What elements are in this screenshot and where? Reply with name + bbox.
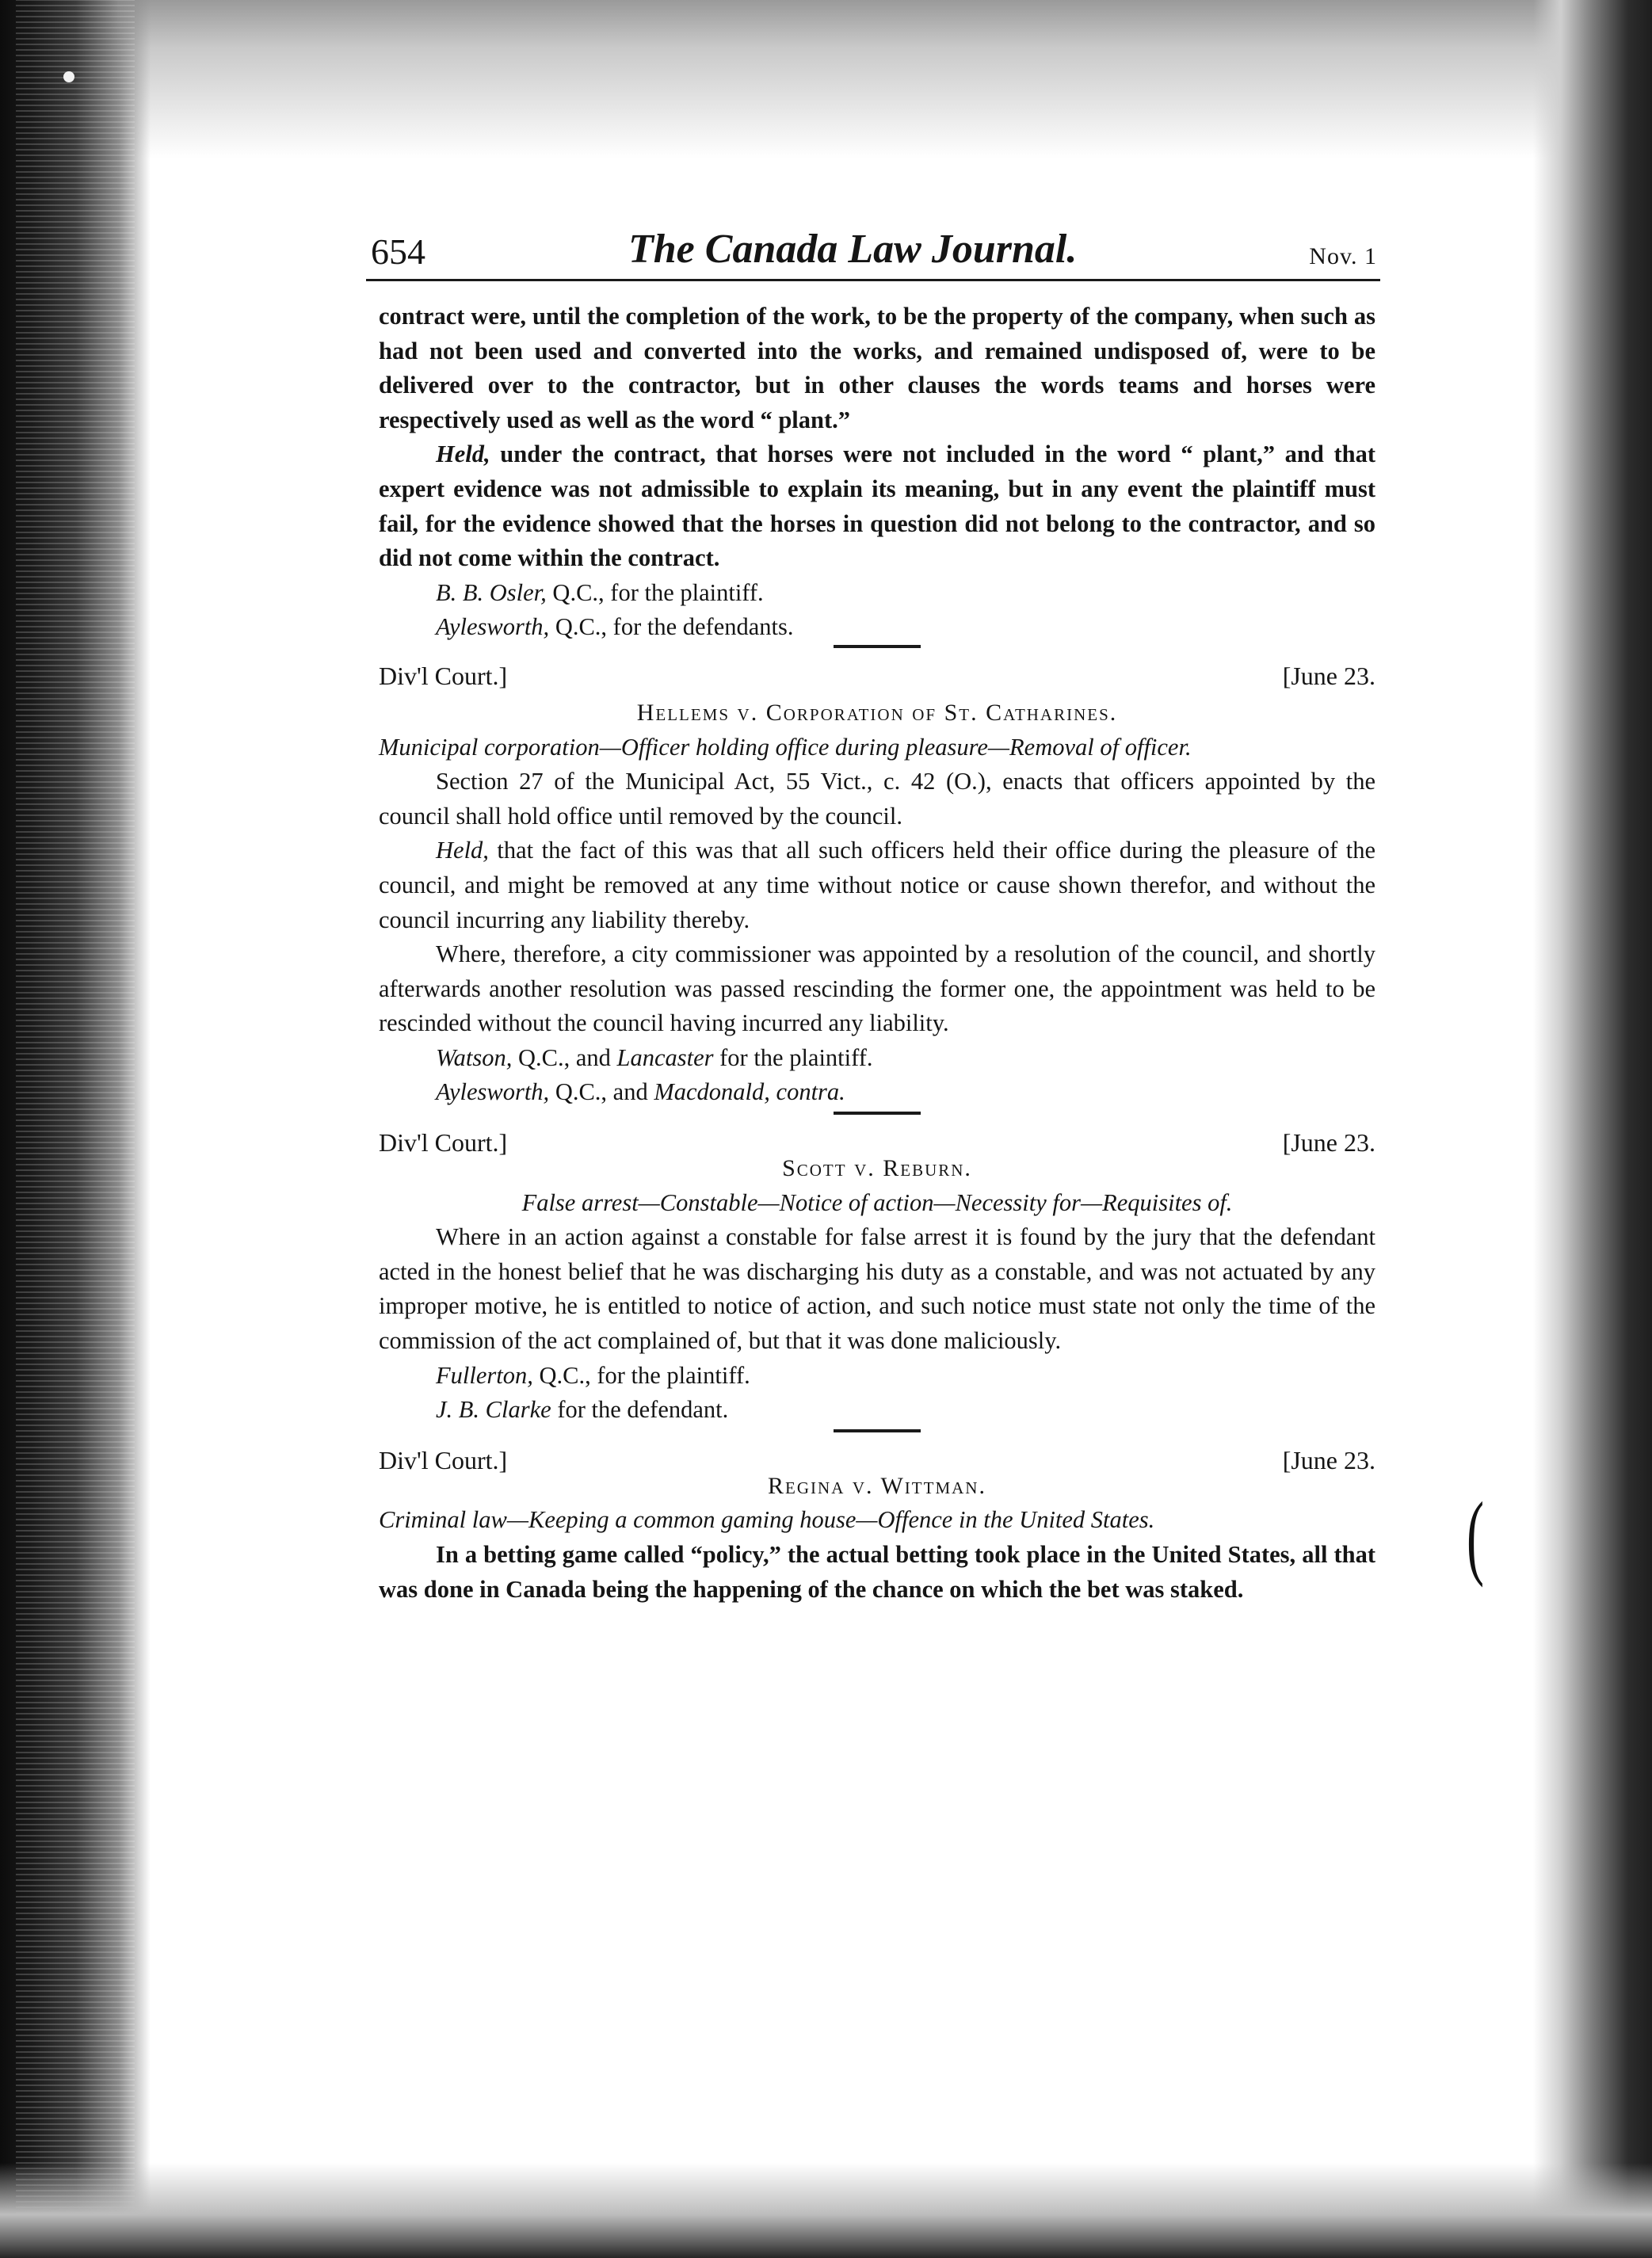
scan-left-shadow	[0, 0, 151, 2258]
case-report	[379, 1126, 1375, 1432]
section-divider	[834, 1429, 921, 1432]
section-divider	[834, 645, 921, 648]
issue-date: Nov. 1	[1309, 243, 1377, 269]
case-body	[379, 1538, 1375, 1607]
page-body	[379, 299, 1375, 1607]
counsel-name: Aylesworth,	[436, 613, 550, 641]
case-headnote: Municipal corporation—Officer holding office during pleasure—Removal of officer.	[379, 733, 1192, 761]
case-paragraph: In a betting game called “policy,” the actual betting took place in the United States, all that was done in Canada being the happening of the chance on which the bet was staked.	[379, 1541, 1375, 1603]
scan-right-shadow	[1533, 0, 1652, 2258]
held-text: that the fact of this was that all such officers held their office during the pleasure of the council, and might be removed at any time without notice or cause shown therefor, and without the council incurring any liability thereby.	[379, 837, 1375, 933]
court-line	[379, 1126, 1375, 1162]
counsel-role: Q.C., for the defendants.	[549, 613, 794, 641]
counsel-line	[379, 1041, 1375, 1076]
counsel-name: Macdonald, contra.	[654, 1078, 845, 1106]
case-paragraph: Section 27 of the Municipal Act, 55 Vict., c. 42 (O.), enacts that officers appointed by the council shall hold office until removed by the council.	[379, 768, 1375, 830]
court-line	[379, 659, 1375, 696]
counsel-line	[379, 1359, 1375, 1394]
counsel-line	[379, 576, 1375, 611]
case-paragraph: Where, therefore, a city commissioner was appointed by a resolution of the council, and shortly afterwards another resolution was passed rescinding the former one, the appointment was held to be rescinded without the council having incurred any liability.	[379, 940, 1375, 1037]
counsel-line	[379, 1075, 1375, 1110]
case-paragraph: Where in an action against a constable for false arrest it is found by the jury that the defendant acted in the honest belief that he was discharging his duty as a constable, and was not actuated by any improper motive, he is entitled to notice of action, and such notice must state not only the time of the commission of the act complained of, but that it was done maliciously.	[379, 1223, 1375, 1355]
page-number: 654	[371, 231, 425, 272]
counsel-name: J. B. Clarke	[436, 1396, 551, 1424]
case-title: Hellems v. Corporation of St. Catharines.	[636, 699, 1118, 726]
case-title: Scott v. Reburn.	[782, 1155, 972, 1182]
margin-bracket-mark: (	[1466, 1482, 1484, 1588]
case-date: [June 23.	[1282, 661, 1375, 690]
counsel-role: for the defendant.	[551, 1396, 729, 1424]
court-name: Div'l Court.]	[379, 1128, 508, 1158]
scan-top-shadow	[0, 0, 1652, 158]
running-head	[371, 226, 1377, 281]
section-divider	[834, 1112, 921, 1115]
held-label: Held,	[436, 837, 489, 864]
counsel-line	[379, 1393, 1375, 1428]
counsel-role: Q.C., and	[512, 1043, 617, 1071]
intro-paragraph: contract were, until the completion of the work, to be the property of the company, when such as had not been used and converted into the works, and remained undisposed of, were to be delivered over to the contractor, but in other clauses the words teams and horses were respectively used as well as the word “ plant.”	[379, 303, 1375, 433]
counsel-role: Q.C., for the plaintiff.	[532, 1361, 750, 1389]
court-line	[379, 1444, 1375, 1480]
scan-bottom-shadow	[0, 2163, 1652, 2258]
case-headnote: Criminal law—Keeping a common gaming house—Offence in the United States.	[379, 1506, 1155, 1534]
case-report	[379, 1444, 1375, 1607]
case-report	[379, 659, 1375, 1115]
case-date: [June 23.	[1282, 1128, 1375, 1158]
counsel-name: Aylesworth,	[436, 1078, 550, 1106]
case-held-paragraph	[379, 833, 1375, 937]
intro-held-paragraph	[379, 437, 1375, 575]
counsel-name: Fullerton,	[436, 1361, 533, 1389]
held-text: under the contract, that horses were not included in the word “ plant,” and that expert evidence was not admissible to explain its meaning, but in any event the plaintiff must fail, for the evidence showed that the horses in question did not belong to the contractor, and so did not come within the contract.	[379, 441, 1375, 572]
header-rule	[366, 279, 1380, 281]
intro-block	[379, 299, 1375, 576]
counsel-line	[379, 610, 1375, 645]
journal-title: The Canada Law Journal.	[628, 227, 1078, 272]
case-title: Regina v. Wittman.	[768, 1472, 986, 1499]
counsel-role: for the plaintiff.	[713, 1043, 873, 1071]
counsel-name: Lancaster	[616, 1043, 714, 1071]
counsel-name: Watson,	[436, 1043, 513, 1071]
case-date: [June 23.	[1282, 1445, 1375, 1474]
counsel-role: Q.C., and	[549, 1078, 654, 1106]
counsel-name: B. B. Osler,	[436, 578, 547, 606]
held-label: Held,	[436, 441, 490, 468]
case-headnote: False arrest—Constable—Notice of action—Necessity for—Requisites of.	[521, 1188, 1233, 1216]
binding-hole	[63, 71, 74, 82]
court-name: Div'l Court.]	[379, 661, 508, 690]
court-name: Div'l Court.]	[379, 1445, 508, 1474]
counsel-role: Q.C., for the plaintiff.	[546, 578, 764, 606]
